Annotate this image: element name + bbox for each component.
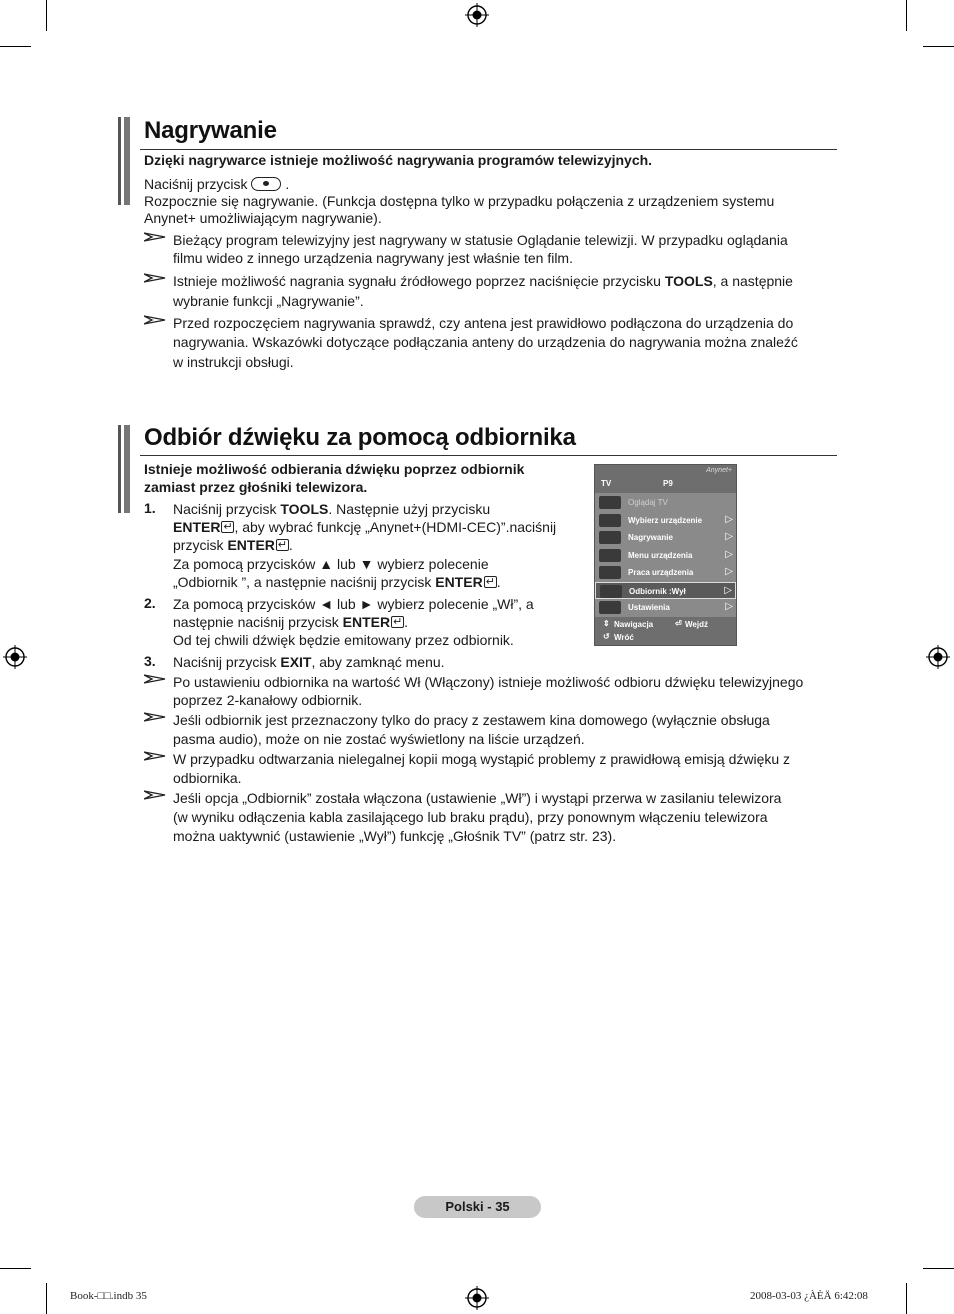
enter-key: ENTER <box>173 519 221 535</box>
updown-icon: ⇕ <box>603 619 610 628</box>
crop-mark <box>0 1268 31 1269</box>
note-line: pasma audio), może on nie zostać wyświetlony na liście urządzeń. <box>173 731 585 747</box>
note-text: Istnieje możliwość nagrania sygnału źródłowego poprzez naciśnięcie przycisku <box>173 273 665 289</box>
menu-item-label: Oglądaj TV <box>628 498 668 507</box>
arrow-right-icon: ▷ <box>725 549 733 560</box>
step-line <box>173 653 445 671</box>
registration-mark-icon <box>465 1286 489 1310</box>
menu-item-device-menu[interactable] <box>595 547 736 564</box>
anynet-menu-screenshot <box>594 464 737 646</box>
step-text: przycisk <box>173 537 228 553</box>
step-number: 1. <box>144 500 156 516</box>
enter-key: ENTER <box>227 537 275 553</box>
record-icon <box>599 531 621 544</box>
tv-icon <box>599 496 621 509</box>
note-line: Bieżący program telewizyjny jest nagrywany w statusie Oglądanie telewizji. W przypadku oglądania <box>173 232 788 248</box>
nav-hint: Nawigacja <box>614 620 654 629</box>
section-rule <box>140 455 837 456</box>
crop-mark <box>46 0 47 31</box>
note-text: , a następnie <box>712 273 793 289</box>
arrow-right-icon: ▷ <box>725 566 733 577</box>
enter-icon <box>484 576 497 588</box>
step-number: 2. <box>144 595 156 611</box>
note-line: Jeśli opcja „Odbiornik” została włączona (ustawienie „Wł”) i wystąpi przerwa w zasilaniu telewizora <box>173 790 782 806</box>
note-line: W przypadku odtwarzania nielegalnej kopii mogą wystąpić problemy z prawidłową emisją dźwięku z <box>173 751 791 767</box>
menu-header <box>595 465 736 493</box>
enter-icon <box>221 521 234 533</box>
note-line: poprzez 2-kanałowy odbiornik. <box>173 692 363 708</box>
step-text: , aby wybrać funkcję „Anynet+(HDMI-CEC)”.naciśnij <box>234 519 557 535</box>
section-title-receiver: Odbiór dźwięku za pomocą odbiornika <box>144 424 576 451</box>
step-line <box>173 500 490 518</box>
section-intro: Dzięki nagrywarce istnieje możliwość nagrywania programów telewizyjnych. <box>144 152 653 168</box>
section-intro: zamiast przez głośniki telewizora. <box>144 479 368 495</box>
note-arrow-icon <box>144 232 166 242</box>
menu-item-label: Nagrywanie <box>628 533 673 542</box>
step-text: Naciśnij przycisk <box>173 654 281 670</box>
section-intro: Istnieje możliwość odbierania dźwięku poprzez odbiornik <box>144 461 525 477</box>
step-text: . <box>404 614 408 630</box>
step-number: 3. <box>144 653 156 669</box>
note-line: Po ustawieniu odbiornika na wartość Wł (Włączony) istnieje możliwość odbioru dźwięku telewizyjnego <box>173 674 804 690</box>
step-line: Od tej chwili dźwięk będzie emitowany przez odbiornik. <box>173 632 514 648</box>
press-text: Naciśnij przycisk <box>144 176 248 192</box>
step-text: Naciśnij przycisk <box>173 501 281 517</box>
enter-key: ENTER <box>435 574 483 590</box>
note-line: w instrukcji obsługi. <box>173 354 294 370</box>
step-text: „Odbiornik ”, a następnie naciśnij przycisk <box>173 574 436 590</box>
crop-mark <box>0 46 31 47</box>
step-line <box>173 573 501 591</box>
section-bar <box>118 425 132 513</box>
step-line <box>173 518 556 536</box>
note-arrow-icon <box>144 790 166 800</box>
note-line: Przed rozpoczęciem nagrywania sprawdź, czy antena jest prawidłowo podłączona do urządzenia do <box>173 315 794 331</box>
print-date-info: 2008-03-03 ¿ÀÈÄ 6:42:08 <box>750 1290 868 1302</box>
menu-item-label: Praca urządzenia <box>628 568 694 577</box>
settings-icon <box>599 601 621 614</box>
device-icon <box>599 514 621 527</box>
crop-mark <box>906 0 907 31</box>
operation-icon <box>599 566 621 579</box>
return-icon: ↺ <box>603 632 610 641</box>
page-number: Polski - 35 <box>414 1196 541 1218</box>
menu-item-device-operation[interactable] <box>595 564 736 581</box>
registration-mark-icon <box>926 645 950 669</box>
enter-icon <box>276 539 289 551</box>
menu-footer <box>595 617 736 645</box>
arrow-right-icon: ▷ <box>725 601 733 612</box>
note-line: (w wyniku odłączenia kabla zasilającego lub braku prądu), przy ponownym włączeniu telewizora <box>173 809 768 825</box>
arrow-right-icon: ▷ <box>725 514 733 525</box>
note-line: Jeśli odbiornik jest przeznaczony tylko do pracy z zestawem kina domowego (wyłącznie obsługa <box>173 712 770 728</box>
arrow-right-icon: ▷ <box>725 531 733 542</box>
registration-mark-icon <box>3 645 27 669</box>
paragraph-line: Anynet+ umożliwiającym nagrywanie). <box>144 210 382 226</box>
press-line <box>144 175 289 193</box>
step-text: , aby zamknąć menu. <box>311 654 445 670</box>
step-line: Za pomocą przycisków ◄ lub ► wybierz polecenie „Wł”, a <box>173 596 534 612</box>
print-file-info: Book-□□.indb 35 <box>70 1290 147 1302</box>
menu-item-label: Wybierz urządzenie <box>628 516 703 525</box>
crop-mark <box>923 46 954 47</box>
back-hint: Wróć <box>614 633 634 642</box>
speaker-icon <box>600 585 622 598</box>
enter-icon: ⏎ <box>675 619 682 628</box>
note-line: nagrywania. Wskazówki dotyczące podłączania anteny do urządzenia do nagrywania można znaleźć <box>173 334 798 350</box>
note-line: wybranie funkcji „Nagrywanie”. <box>173 293 364 309</box>
step-text: następnie naciśnij przycisk <box>173 614 343 630</box>
section-title-recording: Nagrywanie <box>144 117 277 144</box>
paragraph-line: Rozpocznie się nagrywanie. (Funkcja dostępna tylko w przypadku połączenia z urządzeniem systemu <box>144 193 775 209</box>
crop-mark <box>906 1283 907 1314</box>
menu-item-label: Ustawienia <box>628 603 670 612</box>
crop-mark <box>923 1268 954 1269</box>
menu-item-label: Odbiornik :Wył <box>629 587 686 596</box>
step-text: . Następnie użyj przycisku <box>328 501 491 517</box>
press-end: . <box>285 176 290 192</box>
crop-mark <box>46 1283 47 1314</box>
arrow-right-icon: ▷ <box>724 585 732 596</box>
note-line: filmu wideo z innego urządzenia nagrywany jest właśnie ten film. <box>173 250 573 266</box>
menu-item-settings[interactable] <box>595 599 736 616</box>
step-line: Za pomocą przycisków ▲ lub ▼ wybierz polecenie <box>173 556 489 572</box>
note-arrow-icon <box>144 674 166 684</box>
note-line <box>173 272 793 290</box>
enter-key: ENTER <box>342 614 391 630</box>
note-line: można uaktywnić (ustawienie „Wył”) funkcję „Głośnik TV” (patrz str. 23). <box>173 828 617 844</box>
note-arrow-icon <box>144 273 166 283</box>
record-button-icon <box>251 177 281 191</box>
tools-key: TOOLS <box>280 501 329 517</box>
menu-icon <box>599 549 621 562</box>
enter-hint: Wejdź <box>685 620 708 629</box>
menu-item-select-device[interactable] <box>595 512 736 529</box>
note-arrow-icon <box>144 315 166 325</box>
tools-key: TOOLS <box>664 273 713 289</box>
registration-mark-icon <box>465 3 489 27</box>
exit-key: EXIT <box>280 654 312 670</box>
enter-icon <box>391 616 404 628</box>
section-rule <box>140 149 837 150</box>
section-bar <box>118 117 132 205</box>
step-text: . <box>496 574 501 590</box>
menu-item-receiver[interactable] <box>595 582 736 599</box>
step-text: . <box>288 537 293 553</box>
anynet-logo: Anynet+ <box>706 467 732 474</box>
menu-item-watch-tv[interactable] <box>595 494 736 511</box>
menu-item-label: Menu urządzenia <box>628 551 693 560</box>
menu-item-recording[interactable] <box>595 529 736 546</box>
menu-channel: P9 <box>663 479 673 488</box>
step-line <box>173 613 408 631</box>
note-line: odbiornika. <box>173 770 242 786</box>
note-arrow-icon <box>144 712 166 722</box>
menu-source: TV <box>601 479 612 488</box>
step-line <box>173 536 293 554</box>
note-arrow-icon <box>144 751 166 761</box>
